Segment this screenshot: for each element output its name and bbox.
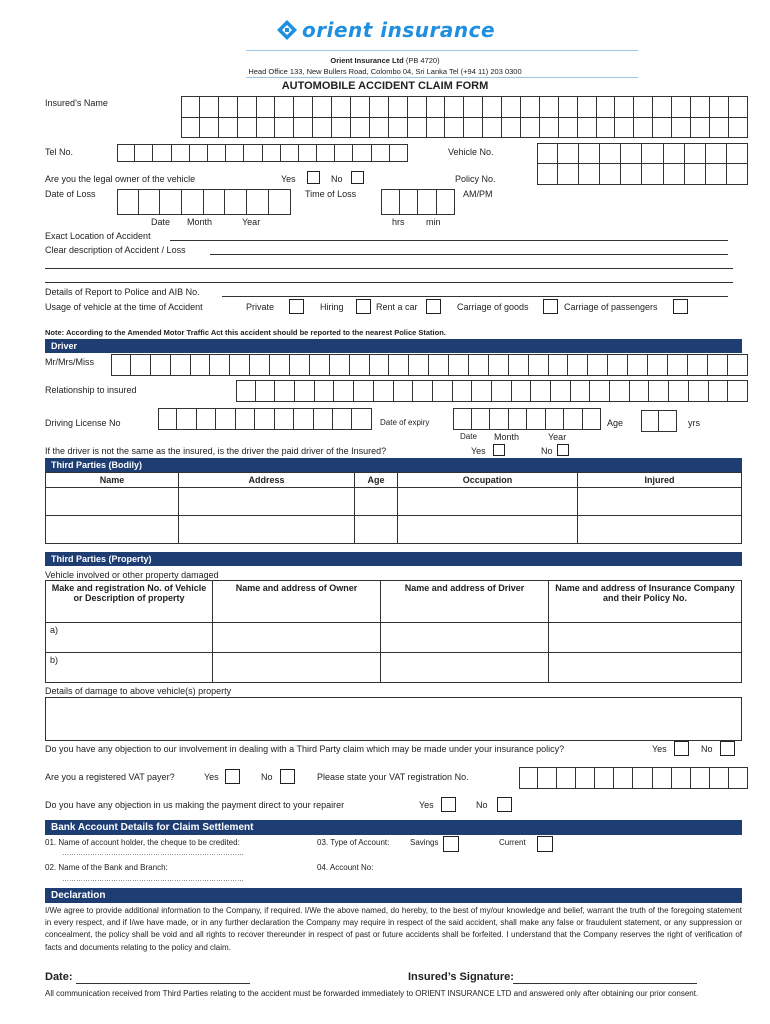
ampm-label: AM/PM [463,189,493,199]
tel-boxes[interactable] [117,144,409,162]
table-row[interactable] [46,623,742,653]
yrs-label: yrs [688,418,700,428]
usage-goods-label: Carriage of goods [457,302,529,312]
expiry-boxes[interactable] [453,408,601,430]
header-rule [246,50,638,51]
row-label-b: b) [46,653,213,683]
property-col-insurance: Name and address of Insurance Company and their Policy No. [549,581,742,623]
usage-passengers-checkbox[interactable] [673,299,688,314]
age-label: Age [607,418,624,428]
current-checkbox[interactable] [537,836,553,852]
dol-year-caption: Year [242,217,261,227]
description-line-2[interactable] [45,268,733,269]
usage-goods-checkbox[interactable] [543,299,558,314]
police-report-line[interactable] [222,296,728,297]
footer-note: All communication received from Third Parties relating to the accident must be forwarded immediately to ORIENT INSURANCE LTD and answered only after obtaining our prior consent. [45,989,699,998]
date-of-loss-boxes[interactable] [117,189,291,215]
relationship-boxes[interactable] [236,380,748,402]
usage-hiring-label: Hiring [320,302,344,312]
owner-no-label: No [331,174,343,184]
damage-label: Details of damage to above vehicle(s) property [45,686,232,696]
damage-textarea[interactable] [45,697,742,741]
expiry-month-caption: Month [494,432,520,442]
paid-driver-question: If the driver is not the same as the insured, is the driver the paid driver of the Insured? [45,446,387,456]
description-line-1[interactable] [210,254,728,255]
property-col-make: Make and registration No. of Vehicle or Description of property [46,581,213,623]
bodily-col-name: Name [46,473,179,488]
vat-yes-checkbox[interactable] [225,769,240,784]
time-of-loss-boxes[interactable] [381,189,455,215]
repairer-question: Do you have any objection in us making the payment direct to your repairer [45,800,345,810]
row-label-a: a) [46,623,213,653]
bank-name-field[interactable]: …………………………………………………………………… [62,876,244,883]
objection-yes-label: Yes [652,744,667,754]
usage-passengers-label: Carriage of passengers [564,302,658,312]
objection-no-label: No [701,744,713,754]
dol-month-caption: Month [187,217,213,227]
vat-question: Are you a registered VAT payer? [45,772,175,782]
property-section-header: Third Parties (Property) [45,552,742,566]
driver-section-header: Driver [45,339,742,353]
vat-no-question: Please state your VAT registration No. [317,772,469,782]
declaration-section-header: Declaration [45,888,742,903]
paid-yes-checkbox[interactable] [493,444,505,456]
dol-date-caption: Date [151,217,171,227]
table-row[interactable] [46,488,742,516]
tol-hrs-caption: hrs [392,217,405,227]
driver-name-label: Mr/Mrs/Miss [45,357,94,367]
usage-label: Usage of vehicle at the time of Accident [45,302,203,312]
owner-question: Are you the legal owner of the vehicle [45,174,196,184]
police-report-label: Details of Report to Police and AIB No. [45,287,200,297]
time-of-loss-label: Time of Loss [305,189,357,199]
policy-label: Policy No. [455,174,496,184]
vehicle-policy-boxes[interactable] [537,143,748,185]
bodily-col-injured: Injured [578,473,742,488]
location-label: Exact Location of Accident [45,231,151,241]
account-no-label: 04. Account No: [317,863,374,872]
bodily-section-header: Third Parties (Bodily) [45,458,742,472]
date-label: Date: [45,971,73,983]
bank-name-label: 02. Name of the Bank and Branch: [45,863,168,872]
orient-logo-icon [276,19,298,41]
company-line: Orient Insurance Ltd (PB 4720) [330,56,440,65]
relationship-label: Relationship to insured [45,385,137,395]
savings-checkbox[interactable] [443,836,459,852]
repairer-yes-checkbox[interactable] [441,797,456,812]
savings-label: Savings [410,838,439,847]
objection-no-checkbox[interactable] [720,741,735,756]
age-boxes[interactable] [641,410,677,432]
vehicle-label: Vehicle No. [448,147,494,157]
account-holder-label: 01. Name of account holder, the cheque to be credited: [45,838,240,847]
repairer-no-label: No [476,800,488,810]
owner-yes-label: Yes [281,174,296,184]
usage-rent-checkbox[interactable] [426,299,441,314]
form-title: AUTOMOBILE ACCIDENT CLAIM FORM [281,80,489,92]
bodily-col-age: Age [355,473,398,488]
property-subtitle: Vehicle involved or other property damaged [45,570,219,580]
signature-line[interactable] [513,983,697,984]
bodily-col-address: Address [179,473,355,488]
account-type-label: 03. Type of Account: [317,838,390,847]
date-line[interactable] [76,983,250,984]
table-row[interactable] [46,516,742,544]
objection-question: Do you have any objection to our involvement in dealing with a Third Party claim which may be made under your insurance policy? [45,744,565,754]
insured-name-divider [181,117,748,118]
paid-no-label: No [541,446,553,456]
header-rule-2 [246,77,638,78]
police-note: Note: According to the Amended Motor Traffic Act this accident should be reported to the nearest Police Station. [45,328,446,337]
property-col-driver: Name and address of Driver [381,581,549,623]
bodily-table [45,472,742,544]
property-table [45,580,742,683]
declaration-text: I/We agree to provide additional information to the Company, if required. I/We the above named, do hereby, to the best of my/our knowledge and belief, warrant the truth of the foregoing statement in every respect, and if I/we have made, or in any further declaration the Company may require in respect of the said accident, shall make any false or fraudulent statement, or any suppression or concealment, the policy shall be void and all rights to recover thereunder in respect of past or future accidents shall be forfeited. I understand that the Company reserves the right of verification of facts and documents relating to the policy and claim. [45,906,742,952]
table-row[interactable] [46,653,742,683]
repairer-no-checkbox[interactable] [497,797,512,812]
owner-no-checkbox[interactable] [351,171,364,184]
driver-name-boxes[interactable] [111,354,748,376]
tel-label: Tel No. [45,147,74,157]
usage-private-checkbox[interactable] [289,299,304,314]
vat-no-label: No [261,772,273,782]
objection-yes-checkbox[interactable] [674,741,689,756]
company-logo [276,18,495,42]
vat-number-boxes[interactable] [519,767,748,789]
property-col-owner: Name and address of Owner [213,581,381,623]
vehicle-divider [537,163,748,164]
tol-min-caption: min [426,217,441,227]
signature-label: Insured’s Signature: [408,971,514,983]
expiry-date-caption: Date [460,432,477,441]
paid-yes-label: Yes [471,446,486,456]
insured-name-label: Insured’s Name [45,98,108,108]
description-label: Clear description of Accident / Loss [45,245,186,255]
bank-section-header: Bank Account Details for Claim Settlement [45,820,742,835]
vat-no-checkbox[interactable] [280,769,295,784]
license-boxes[interactable] [158,408,372,430]
usage-private-label: Private [246,302,275,312]
usage-rent-label: Rent a car [376,302,418,312]
current-label: Current [499,838,526,847]
company-address: Head Office 133, New Bullers Road, Colombo 04, Sri Lanka Tel (+94 11) 203 0300 [248,67,522,76]
usage-hiring-checkbox[interactable] [356,299,371,314]
location-line[interactable] [170,240,728,241]
brand-name: orient insurance [302,18,496,42]
account-holder-field[interactable]: …………………………………………………………………… [62,850,244,857]
date-of-loss-label: Date of Loss [45,189,96,199]
description-line-3[interactable] [45,282,733,283]
repairer-yes-label: Yes [419,800,434,810]
owner-yes-checkbox[interactable] [307,171,320,184]
bodily-col-occupation: Occupation [398,473,578,488]
vat-yes-label: Yes [204,772,219,782]
expiry-label: Date of expiry [380,418,430,427]
paid-no-checkbox[interactable] [557,444,569,456]
license-label: Driving License No [45,418,121,428]
expiry-year-caption: Year [548,432,567,442]
